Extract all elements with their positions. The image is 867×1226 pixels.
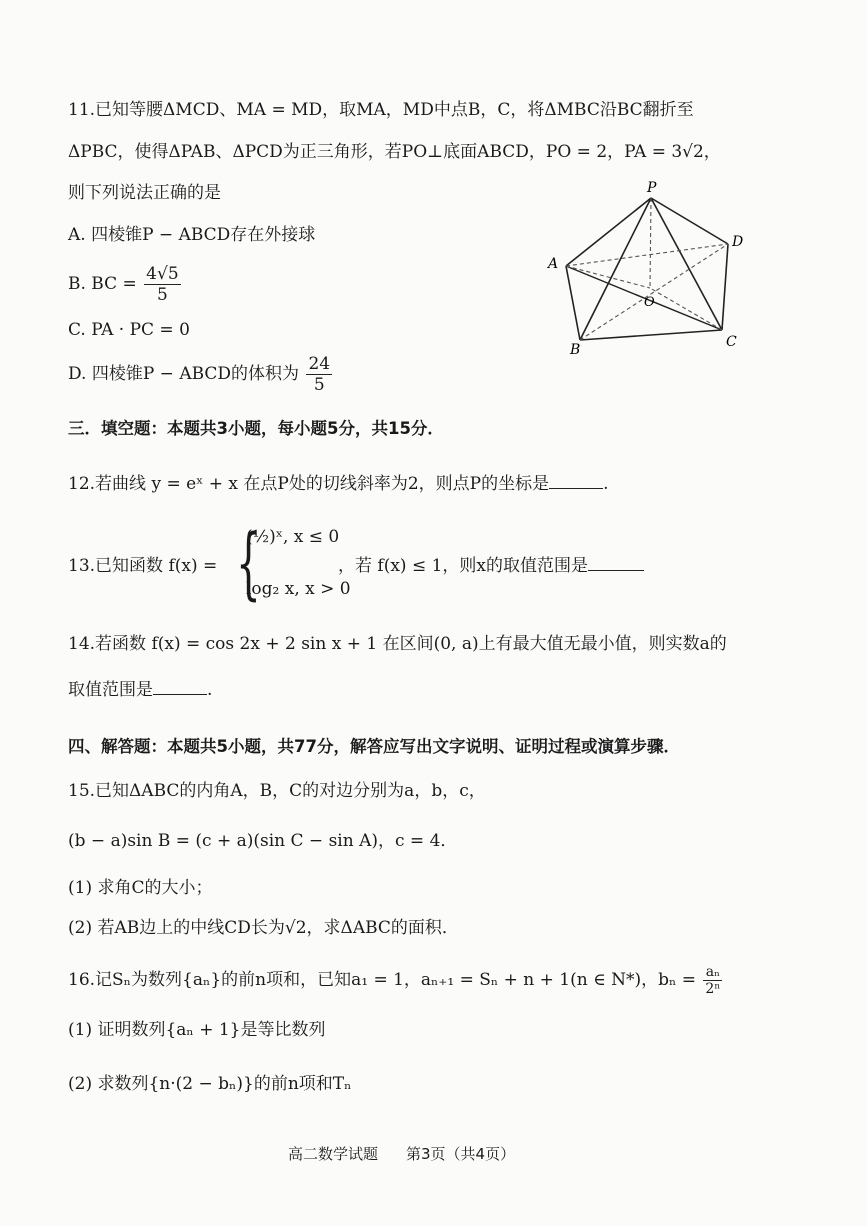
q13-prefix: 13.已知函数 f(x) = [68,556,218,576]
q16-bn-numerator: aₙ [703,964,722,981]
q13-suffix [338,551,644,576]
footer-page-number: 第3页（共4页） [406,1145,516,1163]
q16-bn-fraction [703,964,722,997]
q11-option-a: A. 四棱锥P − ABCD存在外接球 [68,225,316,245]
q15-line1: 15.已知ΔABC的内角A，B，C的对边分别为a，b，c， [68,781,486,801]
q11-line1: 11.已知等腰ΔMCD、MA = MD，取MA，MD中点B，C，将ΔMBC沿BC翻折至 [68,100,694,120]
section-3-heading: 三．填空题：本题共3小题，每小题5分，共15分． [68,419,444,438]
q14-answer-blank [153,676,207,695]
q11-option-d-fraction [306,354,332,395]
q12 [68,470,609,496]
q13-answer-blank [588,552,644,571]
q12-text: 12.若曲线 y = eˣ + x 在点P处的切线斜率为2，则点P的坐标是 [68,474,550,494]
label-d: D [732,234,744,250]
q13-brace: { [236,519,261,609]
q14-line1: 14.若函数 f(x) = cos 2x + 2 sin x + 1 在区间(0, a)上有最大值无最小值，则实数a的 [68,634,727,654]
q11-option-b-numerator: 4√5 [146,264,179,284]
q11-line2: ΔPBC，使得ΔPAB、ΔPCD为正三角形，若PO⊥底面ABCD，PO = 2，PA = 3√2， [68,142,721,162]
q11-option-b [68,262,183,306]
page-footer [288,1143,543,1164]
q11-option-b-fraction [144,264,180,305]
pyramid-figure [540,180,760,355]
q16-line1 [68,960,724,1000]
q15-line2: (b − a)sin B = (c + a)(sin C − sin A)，c = 4． [68,831,458,851]
q14-end: . [207,680,213,700]
q14-line2 [68,676,212,702]
q11-option-d-numerator: 24 [308,354,331,374]
q12-answer-blank [549,470,603,489]
label-c: C [726,334,737,350]
q13-suffix-text: ，若 f(x) ≤ 1，则x的取值范围是 [338,556,589,576]
q12-end: . [603,474,609,494]
q16-line1-text: 16.记Sₙ为数列{aₙ}的前n项和，已知a₁ = 1，aₙ₊₁ = Sₙ + n + 1(n ∈ N*)，bₙ = [68,970,696,990]
label-o: O [644,295,655,310]
q11-option-d-denominator: 5 [313,375,325,395]
q13-case-1: (½)ˣ, x ≤ 0 [246,527,340,547]
label-a: A [548,256,559,272]
q16-part1: (1) 证明数列{aₙ + 1}是等比数列 [68,1020,326,1040]
q13-case-2: log₂ x, x > 0 [246,579,351,599]
q16-bn-denominator: 2ⁿ [705,981,721,997]
q15-part1: (1) 求角C的大小； [68,878,213,898]
footer-subject: 高二数学试题 [288,1145,379,1163]
q14-line2-text: 取值范围是 [68,680,153,700]
section-4-heading: 四、解答题：本题共5小题，共77分，解答应写出文字说明、证明过程或演算步骤． [68,737,680,756]
label-p: P [647,180,657,196]
q11-option-d [68,352,334,396]
q11-line3: 则下列说法正确的是 [68,183,221,203]
label-b: B [570,342,581,355]
q11-option-c: C. PA · PC = 0 [68,320,190,340]
q15-part2: (2) 若AB边上的中线CD长为√2，求ΔABC的面积． [68,918,459,938]
q11-option-b-label: B. BC = [68,274,137,294]
q11-option-d-label: D. 四棱锥P − ABCD的体积为 [68,364,300,384]
q11-option-b-denominator: 5 [156,285,168,305]
q16-part2: (2) 求数列{n·(2 − bₙ)}的前n项和Tₙ [68,1074,352,1094]
